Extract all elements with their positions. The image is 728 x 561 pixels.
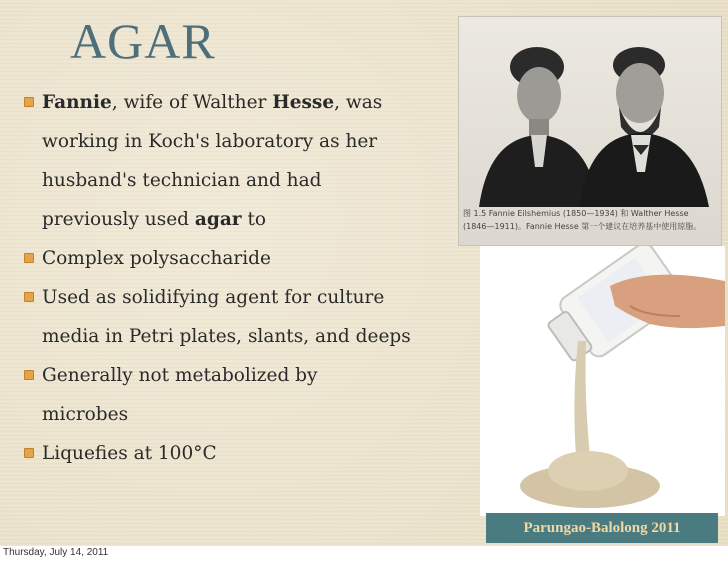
- photo-caption: [463, 207, 717, 233]
- bold-text: Fannie: [42, 92, 112, 113]
- footer-date: Thursday, July 14, 2011: [3, 547, 109, 558]
- bullet-item: [20, 83, 460, 239]
- text-segment: previously used: [42, 209, 195, 230]
- text-segment: to: [241, 209, 267, 230]
- text-segment: Complex polysaccharide: [42, 248, 271, 269]
- text-segment: Used as solidifying agent for culture: [42, 287, 385, 308]
- agar-powder-photo: [480, 246, 725, 516]
- photo-caption-line: 图 1.5 Fannie Eilshemius (1850—1934) 和 Walther Hesse: [463, 209, 689, 218]
- photo-caption-line: (1846—1911)。Fannie Hesse 第一个建议在培养基中使用琼脂。: [463, 222, 702, 231]
- bullet-marker-icon: [24, 292, 34, 302]
- bullet-line: [42, 122, 460, 161]
- bullet-item: [20, 434, 460, 473]
- text-segment: husband's technician and had: [42, 170, 322, 191]
- bullet-line: [42, 239, 460, 278]
- bullet-line: [42, 317, 460, 356]
- text-segment: working in Koch's laboratory as her: [42, 131, 378, 152]
- bullet-marker-icon: [24, 370, 34, 380]
- text-segment: , was: [334, 92, 383, 113]
- text-segment: media in Petri plates, slants, and deeps: [42, 326, 411, 347]
- bullet-line: [42, 161, 460, 200]
- text-segment: Liquefies at 100°C: [42, 443, 217, 464]
- bullet-line: [42, 278, 460, 317]
- text-segment: microbes: [42, 404, 129, 425]
- bullet-item: [20, 356, 460, 434]
- bullet-line: [42, 395, 460, 434]
- text-segment: , wife of Walther: [111, 92, 273, 113]
- bullet-marker-icon: [24, 448, 34, 458]
- bullet-line: [42, 200, 460, 239]
- bullet-line: [42, 83, 460, 122]
- bold-text: Hesse: [272, 92, 335, 113]
- bullet-line: [42, 356, 460, 395]
- bullet-item: [20, 239, 460, 278]
- bullet-line: [42, 434, 460, 473]
- text-segment: Generally not metabolized by: [42, 365, 318, 386]
- hesse-portrait-photo: [458, 16, 722, 246]
- bullet-marker-icon: [24, 253, 34, 263]
- agar-powder-illustration: [480, 246, 725, 516]
- bullet-marker-icon: [24, 97, 34, 107]
- credit-badge: Parungao-Balolong 2011: [486, 513, 718, 543]
- bullet-list: [20, 83, 460, 473]
- slide-title: AGAR: [70, 13, 216, 69]
- bullet-item: [20, 278, 460, 356]
- bold-text: agar: [194, 209, 242, 230]
